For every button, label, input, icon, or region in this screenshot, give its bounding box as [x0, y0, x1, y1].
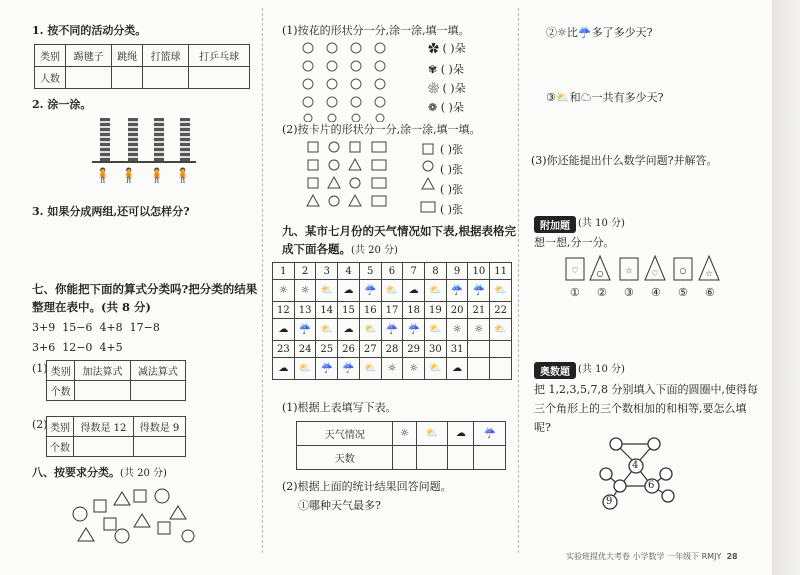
calendar-day: 14	[316, 302, 338, 319]
calendar-day: 12	[273, 302, 295, 319]
partly-cloudy-icon: ⛅	[429, 324, 442, 335]
calendar-day: 24	[294, 341, 316, 358]
calendar-day: 5	[359, 263, 381, 280]
expr-table-2: 类别 得数是 12 得数是 9 个数	[46, 416, 186, 457]
calendar-day: 2	[294, 263, 316, 280]
calendar-day: 29	[403, 341, 425, 358]
weather-calendar	[272, 262, 512, 380]
calendar-day: 23	[273, 341, 295, 358]
q1-cell[interactable]	[66, 67, 112, 89]
rain-icon: ☔	[298, 324, 312, 335]
svg-text:○: ○	[679, 266, 687, 275]
calendar-day: 15	[338, 302, 360, 319]
days-cell[interactable]	[393, 446, 416, 470]
calendar-day: 20	[446, 302, 468, 319]
table-2-number: (2)	[32, 418, 48, 431]
cloudy-icon: ☁	[278, 324, 289, 335]
calendar-day: 30	[425, 341, 447, 358]
q1-header: 打篮球	[143, 45, 189, 67]
partly-cloudy-icon: ⛅	[429, 363, 442, 374]
sunny-icon: ☼	[557, 26, 567, 39]
bonus-shapes	[562, 254, 722, 284]
shape-cluster	[64, 484, 204, 546]
cloudy-icon: ☁	[580, 91, 592, 104]
svg-text:♡: ♡	[571, 266, 579, 275]
child-jumping-icon: 🧍	[120, 168, 138, 184]
given-number-6: 6	[648, 480, 655, 491]
partly-cloudy-icon: ⛅	[298, 363, 312, 374]
cloudy-icon: ☁	[455, 428, 466, 439]
rain-icon: ☔	[407, 324, 420, 335]
sunny-icon: ☼	[409, 363, 419, 374]
calendar-day: 13	[294, 302, 316, 319]
calendar-day: 3	[316, 263, 338, 280]
given-number-4: 4	[632, 460, 639, 471]
partly-cloudy-icon: ⛅	[364, 324, 377, 335]
s9-sub1: (1)根据上表填写下表。	[282, 401, 397, 414]
partly-cloudy-icon: ⛅	[364, 363, 377, 374]
svg-text:☆: ☆	[625, 266, 633, 275]
q3-title: 3. 如果分成两组,还可以怎样分?	[32, 205, 190, 218]
partly-cloudy-icon: ⛅	[320, 285, 334, 296]
olympiad-text-3: 呢?	[534, 421, 551, 434]
cloudy-icon: ☁	[278, 363, 289, 374]
calendar-day: 25	[316, 341, 338, 358]
child-kicking-icon: 🧍	[94, 168, 112, 184]
rain-icon: ☔	[472, 285, 486, 296]
cloudy-icon: ☁	[452, 363, 463, 374]
s8-title: 八、按要求分类。(共 20 分)	[32, 466, 167, 479]
rain-icon: ☔	[364, 285, 377, 296]
rain-icon: ☔	[342, 363, 355, 374]
s9-sub2: (2)根据上面的统计结果回答问题。	[282, 480, 452, 493]
q1-header: 打乒乓球	[189, 45, 250, 67]
q2-title: 2. 涂一涂。	[32, 98, 92, 111]
sunny-icon: ☼	[300, 285, 310, 296]
partly-cloudy-icon: ⛅	[494, 285, 507, 296]
s9-title-2: 成下面各题。(共 20 分)	[282, 242, 398, 256]
calendar-day: 16	[359, 302, 381, 319]
olympiad-tag: 奥数题	[534, 362, 576, 379]
olympiad-text-2: 三个角形上的三个数相加的和相等,要怎么填	[534, 402, 747, 415]
calendar-day: 4	[338, 263, 360, 280]
q1-header: 跳绳	[112, 45, 143, 67]
card-grid	[306, 140, 390, 216]
q1-cell[interactable]	[112, 67, 143, 89]
page-edge	[772, 0, 800, 575]
sunny-icon: ☼	[452, 324, 462, 335]
q1-table	[34, 44, 250, 89]
t1-cell[interactable]	[75, 381, 130, 401]
days-cell[interactable]	[416, 446, 448, 470]
cloudy-icon: ☁	[343, 324, 354, 335]
card-legend	[420, 140, 440, 220]
calendar-day	[490, 341, 512, 358]
p1-title: (1)按花的形状分一分,涂一涂,填一填。	[282, 24, 470, 37]
q1-row-label: 人数	[35, 67, 66, 89]
flower-grid	[300, 40, 390, 122]
bonus-score: (共 10 分)	[578, 218, 625, 229]
calendar-day	[468, 341, 490, 358]
days-cell[interactable]	[448, 446, 474, 470]
t1-cell[interactable]	[130, 381, 185, 401]
calendar-day: 10	[468, 263, 490, 280]
column-divider	[262, 8, 263, 553]
calendar-day: 21	[468, 302, 490, 319]
expr-row-1: 3+9 15−6 4+8 17−8	[32, 321, 160, 334]
page-footer: 实验班提优大考卷 小学数学 一年级下 RMJY 28	[566, 552, 738, 561]
s9-title: 九、某市七月份的天气情况如下表,根据表格完	[282, 224, 517, 238]
exam-page: 1. 按不同的活动分类。 类别 踢毽子 跳绳 打篮球 打乒乓球 人数 2. 涂一涂。 🧍 🧍 🧍 🧍 3. 如果分成两组,还可以怎样分? 七、你能把下面的算式分类吗?把分类的结果 整理在表中。(共 8 分) 3+9 15−6 4+8 17−8 3+6 12−0 4+5 (1) 类别 加法算式 减法算式 个数 (2) 类别 得数是 12 得数是 9 个数 八、按要求分类。(共 20 分) (1)按花的形状分一分,涂一涂,填一填。 ✿ ( )朵 ✾ ( )朵 ❀ ( )朵 ❁ ( )朵 (2)按卡片的形状分一分,涂一涂,填一填。 ( )张 ( )张 ( )张 ( )张 九、某市七月份的天气情况如下表,根据表格完 成下面各题。(共 20 分) 1 2 3 4 5 6 7 8 9 10 11 ☼ ☼ ⛅ ☁ ☔ ⛅ ☁ ⛅ ☔ ☔ ⛅ 12 13 14 15 16 17 18 19 20 21 22 ☁ ☔ ⛅ ☁ ⛅ ☔ ☔ ⛅ ☼ ☼ ⛅ 23 24 25 26 27 28 29 30 31 ☁ ⛅ ☔ ☔ ⛅ ☼ ☼ ⛅ ☁ (1)根据上表填写下表。 天气情况 ☼ ⛅ ☁ ☔ 天数 (2)根据上面的统计结果回答问题。 ①哪种天气最多? ②☼比☔多了多少天? ③⛅和☁一共有多少天? (3)你还能提出什么数学问题?并解答。 附加题 (共 10 分) 想一想,分一分。 ♡ ○ ☆ ♡ ○ ☆ ① ② ③ ④ ⑤ ⑥ 奥数题 (共 10 分) 把 1,2,3,5,7,8 分别填入下面的圆圈中,使得每 三个角形上的三个数相加的和相等,要怎么填 呢? 4 6 9 实验班提优大考卷 小学数学 一年级下 RMJY 28	[0, 0, 772, 575]
q1-cell[interactable]	[143, 67, 189, 89]
rain-icon: ☔	[450, 285, 464, 296]
calendar-day: 8	[425, 263, 447, 280]
calendar-day: 28	[381, 341, 403, 358]
given-number-9: 9	[606, 496, 613, 507]
cloudy-icon: ☁	[408, 285, 419, 296]
column-divider	[518, 8, 519, 553]
child-basketball-icon: 🧍	[148, 168, 166, 184]
calendar-day: 26	[338, 341, 360, 358]
calendar-day: 9	[446, 263, 468, 280]
s7-title-2: 整理在表中。(共 8 分)	[32, 300, 151, 314]
weather-summary-table: 天气情况 ☼ ⛅ ☁ ☔ 天数	[296, 421, 506, 470]
days-cell[interactable]	[474, 446, 506, 470]
calendar-day: 1	[273, 263, 295, 280]
calendar-day: 7	[403, 263, 425, 280]
partly-cloudy-icon: ⛅	[494, 324, 507, 335]
bonus-tag: 附加题	[534, 216, 576, 233]
rain-icon: ☔	[483, 428, 496, 439]
sunny-icon: ☼	[474, 324, 484, 335]
table-1-number: (1)	[32, 362, 48, 375]
olympiad-score: (共 10 分)	[578, 364, 625, 375]
s9-qa: ①哪种天气最多?	[298, 499, 381, 512]
cloudy-icon: ☁	[343, 285, 354, 296]
right-qb: ②☼比☔多了多少天?	[546, 26, 653, 39]
svg-text:☆: ☆	[705, 269, 713, 278]
bonus-question: 想一想,分一分。	[534, 236, 615, 249]
calendar-day: 19	[425, 302, 447, 319]
rain-icon: ☔	[385, 324, 399, 335]
calendar-day: 31	[446, 341, 468, 358]
partly-cloudy-icon: ⛅	[555, 91, 570, 104]
rain-icon: ☔	[320, 363, 334, 374]
q1-cell[interactable]	[189, 67, 250, 89]
s7-title: 七、你能把下面的算式分类吗?把分类的结果	[32, 282, 258, 296]
calendar-day: 22	[490, 302, 512, 319]
calendar-day: 17	[381, 302, 403, 319]
svg-text:♡: ♡	[651, 269, 659, 278]
partly-cloudy-icon: ⛅	[425, 428, 439, 439]
t2-cell[interactable]	[73, 437, 133, 457]
calendar-day: 18	[403, 302, 425, 319]
expr-row-2: 3+6 12−0 4+5	[32, 341, 123, 354]
right-q3: (3)你还能提出什么数学问题?并解答。	[531, 154, 718, 167]
t2-cell[interactable]	[134, 437, 186, 457]
sunny-icon: ☼	[400, 428, 410, 439]
sunny-icon: ☼	[278, 285, 288, 296]
right-qc: ③⛅和☁一共有多少天?	[546, 91, 664, 104]
calendar-day: 11	[490, 263, 512, 280]
partly-cloudy-icon: ⛅	[385, 285, 399, 296]
p2-title: (2)按卡片的形状分一分,涂一涂,填一填。	[282, 123, 481, 136]
svg-text:○: ○	[596, 269, 604, 278]
partly-cloudy-icon: ⛅	[320, 324, 334, 335]
child-rope-icon: 🧍	[174, 168, 192, 184]
q1-header: 踢毽子	[66, 45, 112, 67]
q1-title: 1. 按不同的活动分类。	[32, 24, 147, 37]
expr-table-1: 类别 加法算式 减法算式 个数	[46, 360, 186, 401]
olympiad-text-1: 把 1,2,3,5,7,8 分别填入下面的圆圈中,使得每	[534, 383, 758, 396]
rain-icon: ☔	[577, 26, 592, 39]
calendar-day: 27	[359, 341, 381, 358]
partly-cloudy-icon: ⛅	[429, 285, 442, 296]
sunny-icon: ☼	[387, 363, 397, 374]
q1-header: 类别	[35, 45, 66, 67]
calendar-day: 6	[381, 263, 403, 280]
